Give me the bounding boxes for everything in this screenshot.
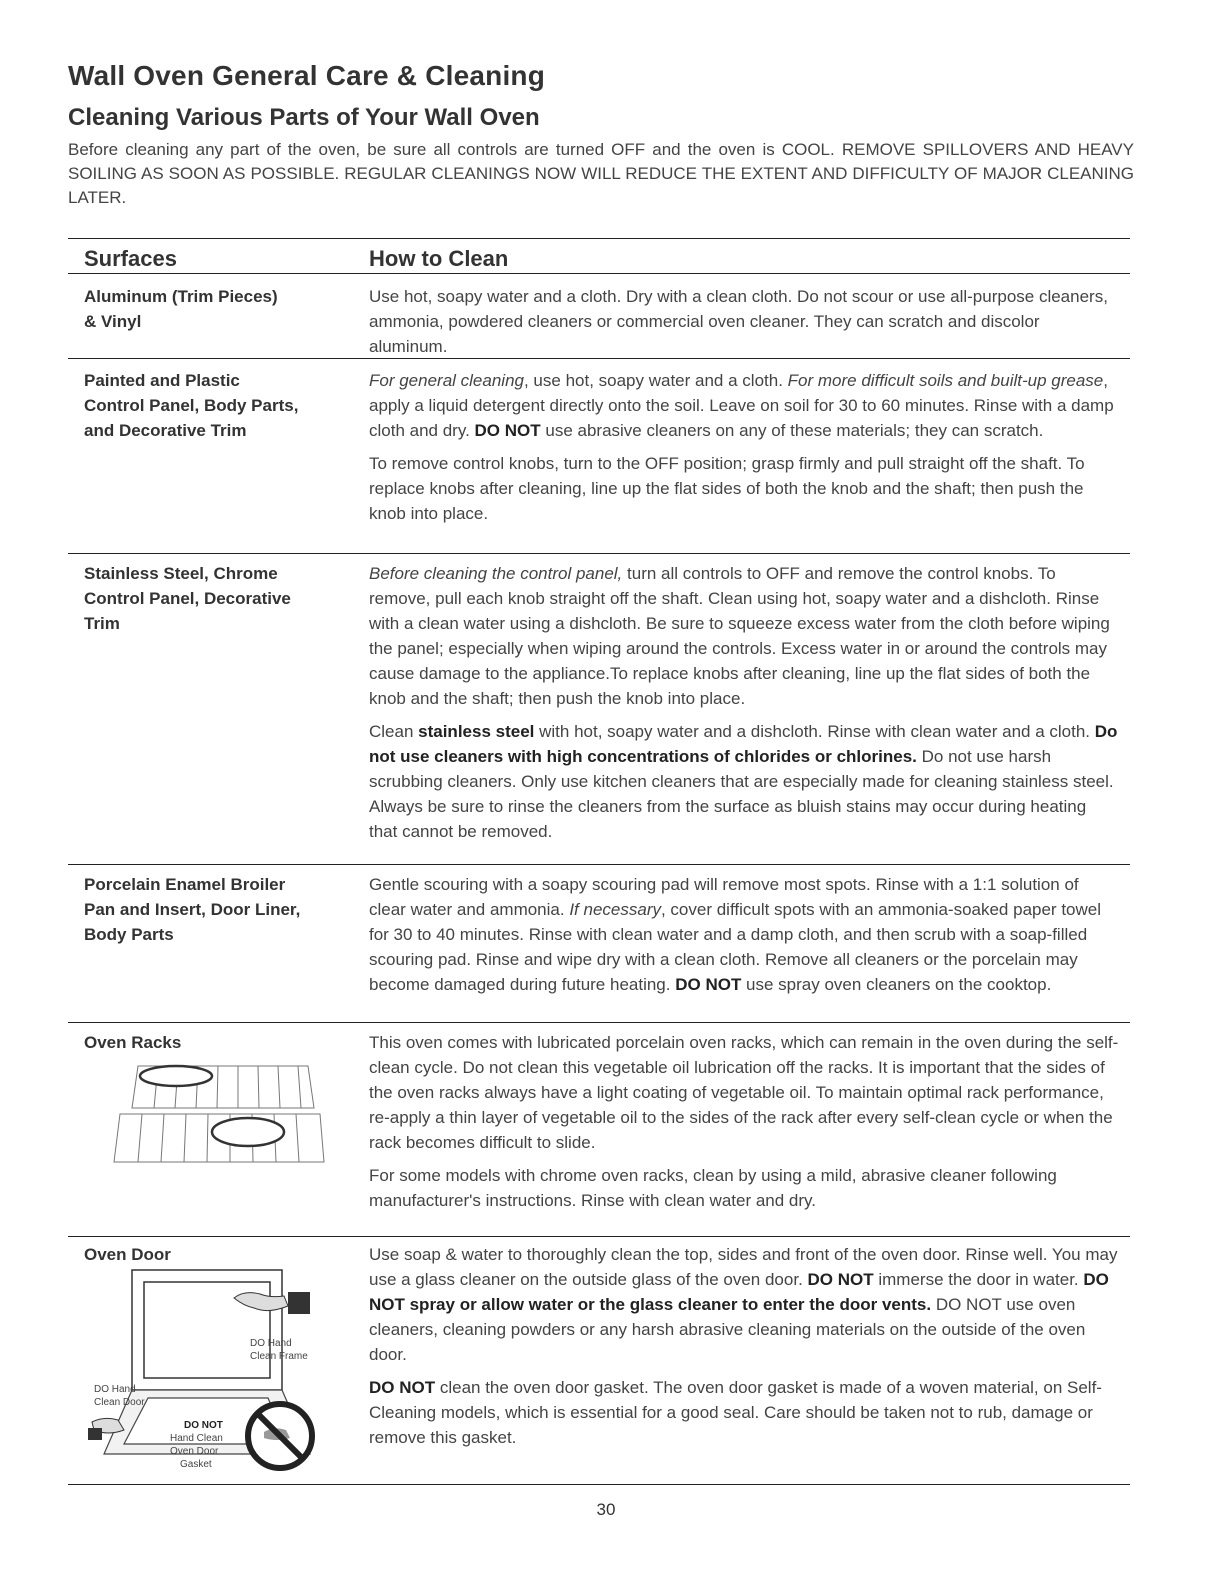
surface-aluminum [84, 284, 354, 334]
surface-label-line: Stainless Steel, Chrome [84, 564, 278, 583]
oven-frame [132, 1270, 282, 1390]
italic-text: Before cleaning the control panel, [369, 564, 623, 583]
instruction-paragraph: This oven comes with lubricated porcelain oven racks, which can remain in the oven during the self-clean cycle. Do not clean this vegetable oil lubrication off the racks. It is important that the sides of the oven racks always have a light coating of vegetable oil. To maintain optimal rack performance, re-apply a thin layer of vegetable oil to the sides of the rack after every self-clean cycle or when the rack becomes difficult to slide. [369, 1033, 1119, 1152]
how-oven-door [369, 1242, 1119, 1458]
instruction-paragraph: For some models with chrome oven racks, clean by using a mild, abrasive cleaner following manufacturer's instructions. Rinse with clean water and dry. [369, 1166, 1057, 1210]
table-top-rule [68, 238, 1130, 239]
bold-warning: DO NOT [807, 1270, 874, 1289]
surface-label-line: & Vinyl [84, 312, 142, 331]
oven-door-illustration [84, 1262, 344, 1482]
text-run: DO NOT use oven cleaners, cleaning powders or any harsh abrasive cleaning materials on the outside of the oven door. [369, 1295, 1086, 1364]
surface-oven-racks [84, 1030, 354, 1055]
instruction-paragraph [369, 368, 1119, 443]
text-run: Gentle scouring with a soapy scouring pad will remove most spots. Rinse with a 1:1 solution of clear water and ammonia. [369, 875, 1079, 919]
instruction-paragraph: To remove control knobs, turn to the OFF position; grasp firmly and pull straight off the shaft. To replace knobs after cleaning, line up the flat sides of both the knob and the shaft; then push the knob into place. [369, 454, 1085, 523]
text-run: Clean [369, 722, 419, 741]
section-title: Cleaning Various Parts of Your Wall Oven [68, 104, 540, 131]
surface-label-line: Aluminum (Trim Pieces) [84, 287, 278, 306]
bold-warning: Do not use cleaners with high concentrations of chlorides or chlorines. [369, 722, 1118, 766]
figure-label: DO Hand [250, 1338, 292, 1349]
surface-label-line: Oven Racks [84, 1033, 182, 1052]
instruction-paragraph [369, 1242, 1119, 1367]
row-divider [68, 1022, 1130, 1023]
surface-label-line: Control Panel, Body Parts, [84, 396, 299, 415]
text-run: Use soap & water to thoroughly clean the top, sides and front of the oven door. Rinse well. You may use a glass cleaner on the outside glass of the oven door. [369, 1245, 1118, 1289]
prohibited-icon [248, 1404, 312, 1468]
how-painted-plastic [369, 368, 1119, 534]
bold-warning: DO NOT [369, 1378, 436, 1397]
figure-label: Oven Door [170, 1446, 219, 1457]
text-run: Do not use harsh scrubbing cleaners. Only use kitchen cleaners that are especially made for cleaning stainless steel. Always be sure to rinse the cleaners from the surface as bluish stains may occur during heating that cannot be removed. [369, 747, 1114, 841]
italic-text: If necessary [569, 900, 661, 919]
instruction-paragraph [369, 1375, 1119, 1450]
surface-label-line: Trim [84, 614, 120, 633]
row-divider [68, 1236, 1130, 1237]
highlight-ellipse [140, 1066, 212, 1086]
column-header-surfaces: Surfaces [84, 246, 177, 271]
figure-label: DO NOT [184, 1420, 223, 1431]
row-divider [68, 358, 1130, 359]
how-oven-racks [369, 1030, 1119, 1221]
text-run: , use hot, soapy water and a cloth. [523, 371, 788, 390]
text-run: use spray oven cleaners on the cooktop. [741, 975, 1052, 994]
row-divider [68, 553, 1130, 554]
figure-label: Clean Door [94, 1397, 145, 1408]
bold-text: stainless steel [418, 722, 535, 741]
page-title: Wall Oven General Care & Cleaning [68, 60, 546, 91]
text-run: with hot, soapy water and a dishcloth. Rinse with clean water and a cloth. [534, 722, 1095, 741]
text-run: turn all controls to OFF and remove the control knobs. To remove, pull each knob straight off the shaft. Clean using hot, soapy water and a dishcloth. Rinse with a clean water using a dishcloth. Be sure to squeeze excess water from the cloth before wiping the panel; especially when wiping around the controls. Excess water in or around the controls may cause damage to the appliance.To replace knobs after cleaning, line up the flat sides of both the knob and the shaft; then push the knob into place. [369, 564, 1110, 708]
bold-warning: DO NOT [675, 975, 742, 994]
surface-label-line: Pan and Insert, Door Liner, [84, 900, 301, 919]
figure-label: Gasket [180, 1459, 212, 1470]
bold-warning: DO NOT spray or allow water or the glass cleaner to enter the door vents. [369, 1270, 1109, 1314]
cloth-icon [234, 1292, 310, 1314]
table-header-rule [68, 273, 1130, 274]
surface-painted-plastic [84, 368, 354, 443]
how-stainless-steel [369, 561, 1119, 852]
oven-rack-illustration [108, 1062, 328, 1170]
surface-label-line: Porcelain Enamel Broiler [84, 875, 286, 894]
figure-label: Clean Frame [250, 1351, 308, 1362]
how-aluminum [369, 284, 1119, 367]
instruction-paragraph: Use hot, soapy water and a cloth. Dry with a clean cloth. Do not scour or use all-purpose cleaners, ammonia, powdered cleaners or commercial oven cleaner. They can scratch and discolor aluminum. [369, 287, 1108, 356]
instruction-paragraph [369, 561, 1119, 711]
text-run: , cover difficult spots with an ammonia-soaked paper towel for 30 to 40 minutes. Rinse with clean water and a damp cloth, and then scrub with a soap-filled scouring pad. Rinse and wipe dry with a clean cloth. Remove all cleaners or the porcelain may become damaged during future heating. [369, 900, 1102, 994]
surface-label-line: Oven Door [84, 1245, 171, 1264]
surface-label-line: Control Panel, Decorative [84, 589, 291, 608]
italic-text: For more difficult soils and built-up grease [787, 371, 1104, 390]
page-number: 30 [596, 1500, 616, 1519]
surface-stainless-steel [84, 561, 354, 636]
surface-label-line: and Decorative Trim [84, 421, 247, 440]
bold-warning: DO NOT [474, 421, 541, 440]
text-run: immerse the door in water. [873, 1270, 1084, 1289]
surface-label-line: Painted and Plastic [84, 371, 240, 390]
text-run: , apply a liquid detergent directly onto the soil. Leave on soil for 30 to 60 minutes. Rinse with a damp cloth and dry. [369, 371, 1114, 440]
how-porcelain-enamel [369, 872, 1119, 1005]
surface-label-line: Body Parts [84, 925, 174, 944]
instruction-paragraph [369, 872, 1119, 997]
figure-label: DO Hand [94, 1384, 136, 1395]
row-divider [68, 864, 1130, 865]
intro-paragraph: Before cleaning any part of the oven, be sure all controls are turned OFF and the oven is COOL. REMOVE SPILLOVERS AND HEAVY SOILING AS SOON AS POSSIBLE. REGULAR CLEANINGS NOW WILL REDUCE THE EXTENT AND DIFFICULTY OF MAJOR CLEANING LATER. [68, 140, 1134, 207]
text-run: use abrasive cleaners on any of these materials; they can scratch. [540, 421, 1044, 440]
column-header-how-to-clean: How to Clean [369, 246, 509, 271]
highlight-ellipse [212, 1118, 284, 1146]
text-run: clean the oven door gasket. The oven door gasket is made of a woven material, on Self-Cleaning models, which is essential for a good seal. Care should be taken not to rub, damage or remove this gasket. [369, 1378, 1102, 1447]
surface-porcelain-enamel [84, 872, 354, 947]
italic-text: For general cleaning [369, 371, 524, 390]
table-bottom-rule [68, 1484, 1130, 1485]
figure-label: Hand Clean [170, 1433, 223, 1444]
instruction-paragraph [369, 719, 1119, 844]
